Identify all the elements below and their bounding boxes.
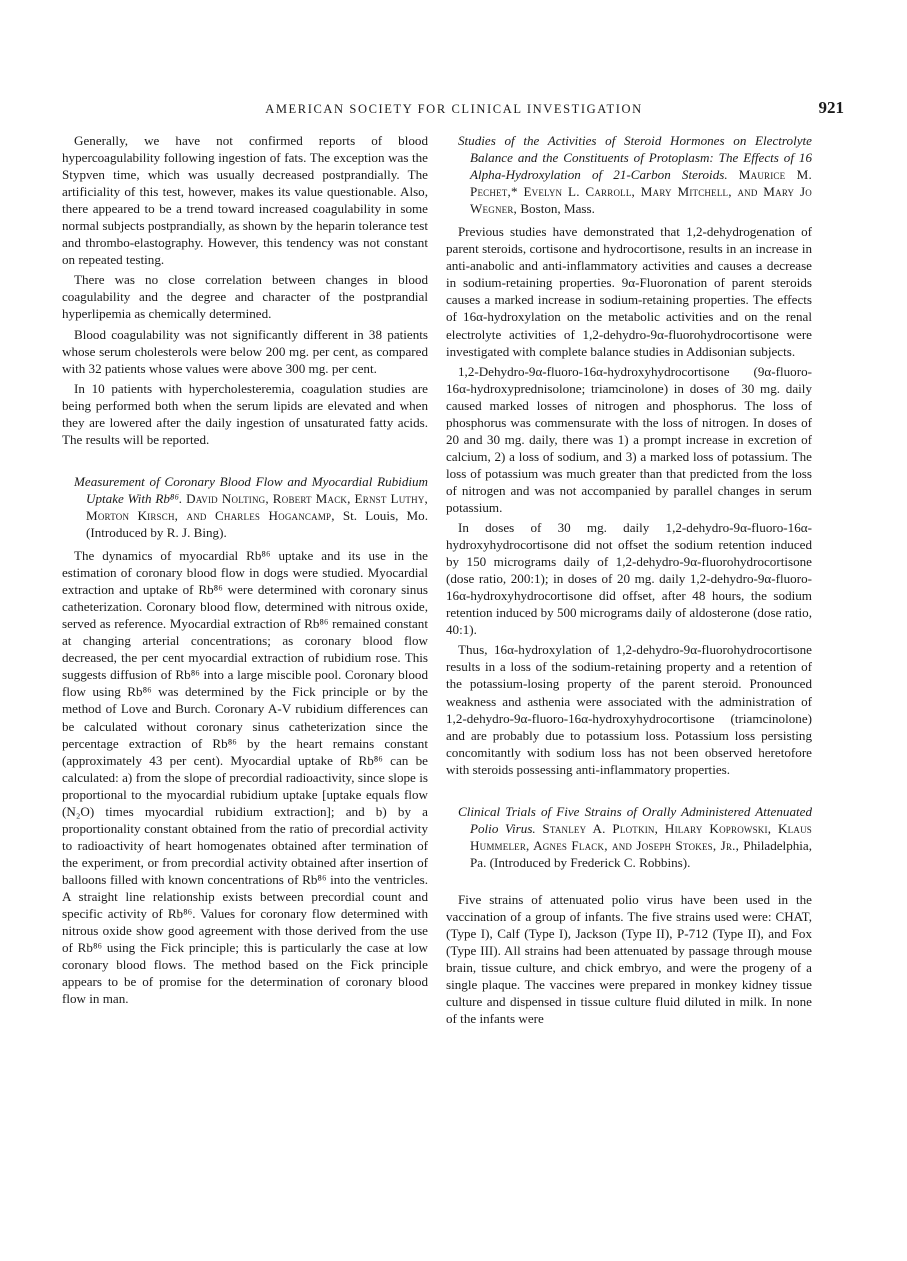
abstract-location: St. Louis, Mo. (Introduced by R. J. Bing).	[86, 507, 428, 540]
paragraph: In doses of 30 mg. daily 1,2-dehydro-9α-fluoro-16α-hydroxyhydrocortisone did not offset the sodium retention induced by 150 micrograms daily of 1,2-dehydro-9α-fluorohydrocortisone (dose ratio, 200:1); in doses of 20 mg. daily 1,2-dehydro-9α-fluoro-16α-hydroxyhydrocortisone did offset, after 48 hours, the sodium retention induced by 500 micrograms daily of aldosterone (dose ratio, 40:1).	[446, 520, 812, 638]
paragraph: In 10 patients with hypercholesteremia, coagulation studies are being performed both when the serum lipids are elevated and when they are lowered after the daily ingestion of unsaturated fatty acids. The results will be reported.	[62, 380, 428, 447]
paragraph: There was no close correlation between changes in blood coagulability and the degree and character of the postprandial hyperlipemia as chemically determined.	[62, 272, 428, 322]
paragraph: Generally, we have not confirmed reports of blood hypercoagulability following ingestion of fats. The exception was the Stypven time, which was usually decreased postprandially. The artificiality of this test, however, makes its value questionable. Also, there appeared to be a trend toward increased coagulability in some normal subjects postprandially, as shown by the heparin tolerance test and thrombo-elastography. However, this tendency was not constant on repeated testing.	[62, 133, 428, 268]
abstract-authors: Stanley A. Plotkin, Hilary Koprowski, Klaus Hummeler, Agnes Flack, and Joseph Stokes, Jr.,	[470, 820, 812, 853]
left-column	[62, 132, 428, 1010]
abstract-location: Boston, Mass.	[520, 201, 595, 217]
abstract-title: Clinical Trials of Five Strains of Orally Administered Attenuated Polio Virus.	[458, 803, 812, 836]
abstract-location: Philadelphia, Pa. (Introduced by Frederick C. Robbins).	[470, 837, 813, 870]
abstract-authors: David Nolting, Robert Mack, Ernst Luthy, Morton Kirsch, and Charles Hogancamp,	[86, 490, 429, 523]
running-head	[64, 98, 844, 120]
running-title: AMERICAN SOCIETY FOR CLINICAL INVESTIGATION	[265, 102, 643, 116]
abstract-title: Measurement of Coronary Blood Flow and Myocardial Rubidium Uptake With Rb⁸⁶.	[74, 473, 428, 506]
paragraph: Blood coagulability was not significantly different in 38 patients whose serum cholesterols were below 200 mg. per cent, as compared with 32 patients whose values were above 300 mg. per cent.	[62, 326, 428, 376]
paragraph: The dynamics of myocardial Rb⁸⁶ uptake and its use in the estimation of coronary blood flow in dogs were studied. Myocardial extraction and uptake of Rb⁸⁶ were determined with coronary sinus catheterization. Coronary blood flow, determined with nitrous oxide, served as reference. Myocardial extraction of Rb⁸⁶ remained constant at changing arterial concentrations; as coronary blood flow decreased, the per cent myocardial extraction of rubidium rose. This suggests diffusion of Rb⁸⁶ into a large miscible pool. Coronary blood flow using Rb⁸⁶ was determined by the Fick principle or by the method of Love and Burch. Coronary A-V rubidium differences can be calculated without coronary sinus catheterization since the percentage extraction of Rb⁸⁶ by the heart remains constant (approximately 43 per cent). Myocardial uptake of Rb⁸⁶ can be calculated: a) from the slope of precordial radioactivity, since slope is proportional to the myocardial rubidium uptake [uptake equals flow (N₂O) times myocardial rubidium extraction]; and b) by a proportionality constant obtained from the ratio of precordial activity to radioactivity of heart homogenates obtained after termination of the experiment, or from precordial activity obtained after insertion of balloons filled with known concentrations of Rb⁸⁶ into the ventricles. A straight line relationship exists between precordial count and specific activity of Rb⁸⁶. Values for coronary flow determined with nitrous oxide show good agreement with those derived from the use of Rb⁸⁶ using the Fick principle; this is particularly the case at low coronary blood flows. The method based on the Fick principle appears to be of promise for the determination of coronary blood flow in man.	[62, 548, 428, 1007]
abstract-authors: Maurice M. Pechet,* Evelyn L. Carroll, Mary Mitchell, and Mary Jo Wegner,	[470, 167, 812, 217]
right-column	[446, 132, 812, 1030]
abstract-title: Studies of the Activities of Steroid Hormones on Electrolyte Balance and the Constituents of Protoplasm: The Effects of 16 Alpha-Hydroxylation of 21-Carbon Steroids.	[458, 133, 812, 183]
paragraph: Previous studies have demonstrated that 1,2-dehydrogenation of parent steroids, cortisone and hydrocortisone, results in an increase in anti-anabolic and anti-inflammatory activities and causes a decrease in sodium-retaining properties. 9α-Fluoronation of parent steroids causes a marked increase in sodium-retaining properties. The effects of 16α-hydroxylation on the metabolic activities and on the renal electrolyte activities of 1,2-dehydro-9α-fluorohydrocortisone were investigated with complete balance studies in Addisonian subjects.	[446, 224, 812, 359]
abstract-heading	[74, 473, 428, 541]
abstract-heading	[458, 803, 812, 871]
page-number: 921	[818, 98, 844, 117]
abstract-heading	[458, 132, 812, 217]
paragraph: Five strains of attenuated polio virus have been used in the vaccination of a group of infants. The five strains used were: CHAT, (Type I), Calf (Type I), Jackson (Type II), P-712 (Type II), and Fox (Type III). All strains had been attenuated by passage through mouse brain, tissue culture, and chick embryo, and were the progeny of a single plaque. The vaccines were prepared in monkey kidney tissue culture and dispensed in tissue culture fluid diluted in milk. In none of the infants were	[446, 891, 812, 1027]
paragraph: 1,2-Dehydro-9α-fluoro-16α-hydroxyhydrocortisone (9α-fluoro-16α-hydroxyprednisolone; triamcinolone) in doses of 30 mg. daily caused marked losses of nitrogen and phosphorus. The loss of phosphorus was commensurate with the loss of nitrogen. In doses of 20 and 30 mg. daily, there was 1) a prompt increase in excretion of calcium, 2) a loss of sodium, and 3) a marked loss of potassium. The loss of potassium was much greater than that predicted from the loss of nitrogen and was not accompanied by parallel changes in serum potassium.	[446, 363, 812, 515]
paragraph: Thus, 16α-hydroxylation of 1,2-dehydro-9α-fluorohydrocortisone results in a loss of the sodium-retaining property and a retention of the potassium-losing property of the parent steroid. Pronounced weakness and asthenia were associated with the administration of 1,2-dehydro-9α-fluoro-16α-hydroxyhydrocortisone (triamcinolone) and are probably due to potassium loss. Potassium loss persisting concomitantly with sodium loss has not been observed heretofore with steroids possessing anti-inflammatory properties.	[446, 642, 812, 777]
